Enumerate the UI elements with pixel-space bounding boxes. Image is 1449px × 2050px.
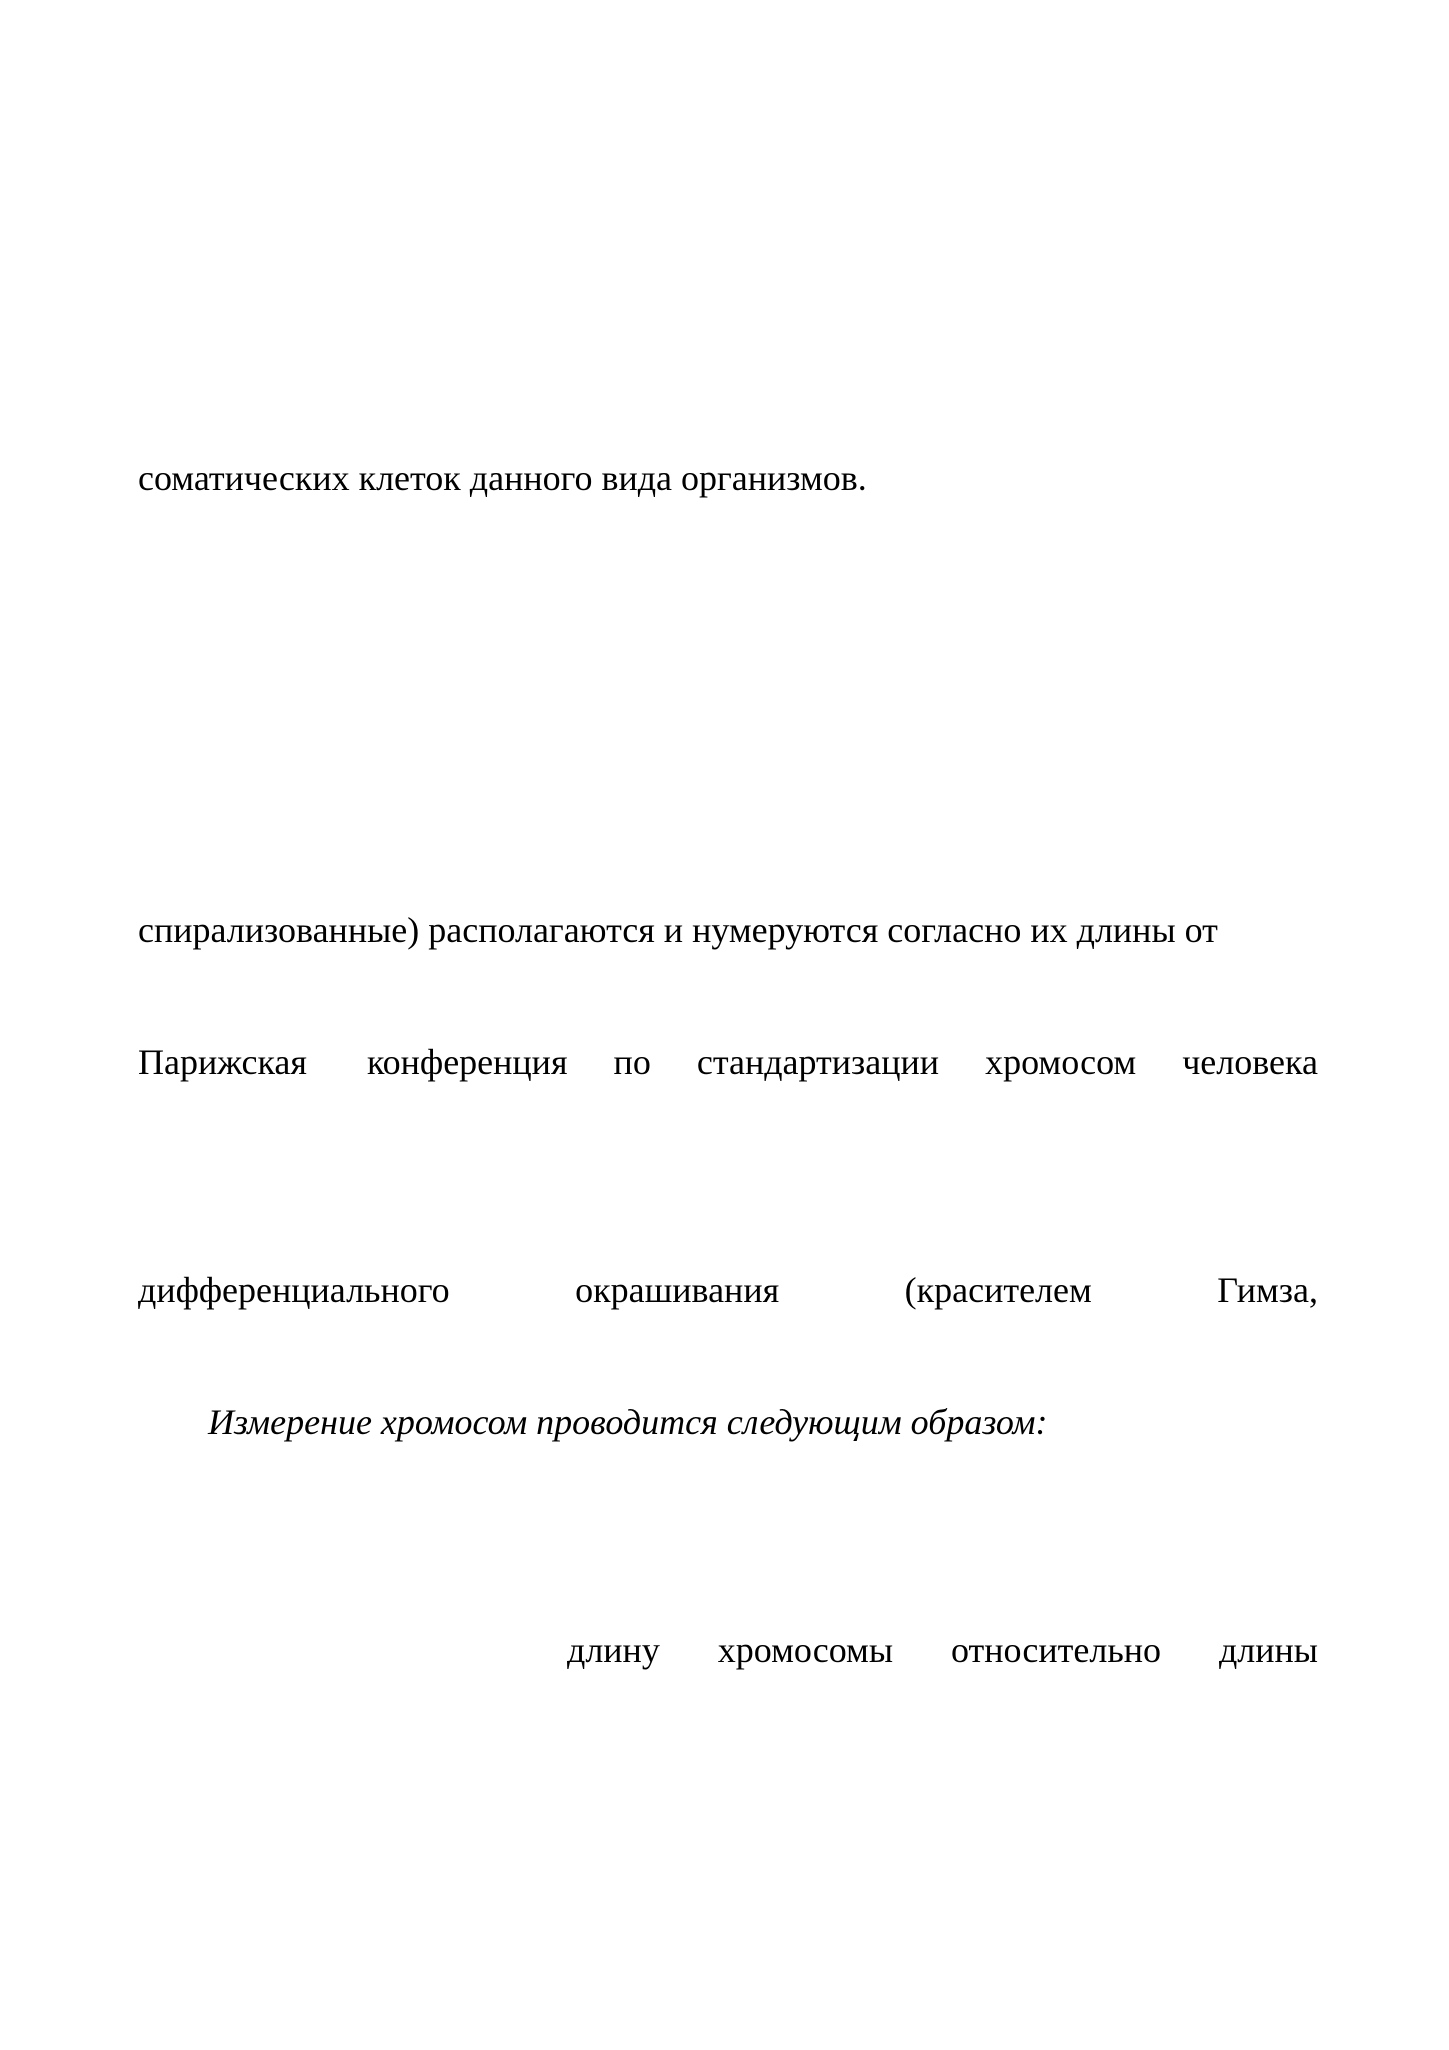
word: длину [567,1630,660,1670]
text-line [138,908,1318,952]
word: окрашивания [575,1270,780,1310]
text-line [138,456,1318,500]
word: хромосом [985,1042,1137,1082]
justified-text-line [138,1268,1318,1312]
justified-text-line [138,1040,1318,1084]
word: относительно [950,1630,1162,1670]
word: хромосомы [717,1630,894,1670]
word: длины [1218,1630,1318,1670]
word-group [367,1040,1318,1084]
line-text: Измерение хромосом проводится следующим образом: [208,1402,1048,1442]
word: человека [1182,1042,1318,1082]
word: Парижская [138,1042,307,1082]
line-text: спирализованные) располагаются и нумеруются согласно их длины от [138,910,1218,950]
line-text: соматических клеток данного вида организмов. [138,458,867,498]
word: дифференциального [138,1270,450,1310]
word: Гимза, [1217,1270,1318,1310]
word: конференция [366,1042,568,1082]
word: (красителем [904,1270,1092,1310]
word: по [613,1042,651,1082]
italic-heading-line [208,1400,1318,1444]
justified-text-line [567,1628,1318,1672]
word: стандартизации [696,1042,940,1082]
